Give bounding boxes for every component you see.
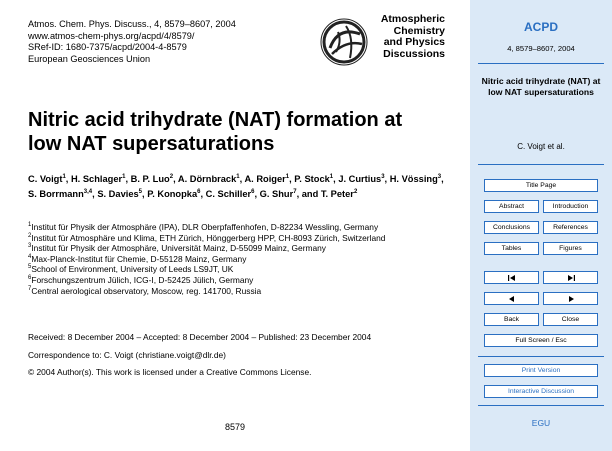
author-name: A. Roiger <box>244 174 286 184</box>
globe-logo-icon <box>320 18 368 66</box>
author-affiliation-mark: 3 <box>437 173 442 180</box>
received-dates: Received: 8 December 2004 – Accepted: 8 December 2004 – Published: 23 December 2004 <box>28 332 372 342</box>
author-name: P. Stock <box>294 174 330 184</box>
title-line: low NAT supersaturations <box>28 133 275 155</box>
figures-button[interactable]: Figures <box>543 242 598 255</box>
affiliation <box>28 254 448 265</box>
author-name: H. Schlager <box>70 174 123 184</box>
affiliation-text: Max-Planck-Institut für Chemie, D-55128 Mainz, Germany <box>31 253 247 264</box>
article-title <box>28 108 448 156</box>
journal-url[interactable]: www.atmos-chem-phys.org/acpd/4/8579/ <box>28 30 195 41</box>
egu-label: EGU <box>531 418 551 428</box>
author-name: H. Vössing <box>389 174 438 184</box>
affiliation <box>28 275 448 286</box>
author-affiliation-mark: 1 <box>329 173 334 180</box>
author-affiliation-mark: 1 <box>122 173 126 180</box>
affiliation-list <box>28 222 448 296</box>
abstract-button[interactable]: Abstract <box>484 200 539 213</box>
references-button[interactable]: References <box>543 221 598 234</box>
affiliation-text: Forschungszentrum Jülich, ICG-I, D-52425 Jülich, Germany <box>31 274 254 285</box>
page-number: 8579 <box>224 422 246 432</box>
journal-citation: Atmos. Chem. Phys. Discuss., 4, 8579–8607, 2004 <box>28 19 236 29</box>
previous-page-button[interactable] <box>484 292 539 305</box>
author-name: B. P. Luo <box>130 174 170 184</box>
affiliation <box>28 286 448 297</box>
author-name: T. Peter <box>320 188 354 199</box>
affiliation-number: 1 <box>28 222 32 229</box>
divider <box>478 405 604 406</box>
triangle-right-icon <box>568 296 574 302</box>
close-button[interactable]: Close <box>543 313 598 326</box>
author-affiliation-mark: 5 <box>138 188 143 195</box>
author-name: C. Voigt <box>28 174 63 184</box>
introduction-button[interactable]: Introduction <box>543 200 598 213</box>
skip-first-icon <box>507 275 517 281</box>
publisher-union: European Geosciences Union <box>28 53 151 64</box>
first-page-button[interactable] <box>484 271 539 284</box>
divider <box>478 356 604 357</box>
affiliation <box>28 222 448 233</box>
affiliation <box>28 233 448 244</box>
logo-line: Atmospheric <box>380 13 445 25</box>
divider <box>478 164 604 165</box>
author-affiliation-mark: 2 <box>169 173 174 180</box>
author-affiliation-mark: 7 <box>293 188 297 195</box>
sref-id: SRef-ID: 1680-7375/acpd/2004-4-8579 <box>28 42 187 52</box>
interactive-discussion-button[interactable]: Interactive Discussion <box>484 385 598 398</box>
author-name: S. Davies <box>97 188 139 199</box>
skip-last-icon <box>566 275 576 281</box>
sidebar-authors: C. Voigt et al. <box>517 142 565 151</box>
author-name: J. Curtius <box>338 174 382 184</box>
affiliation-number: 6 <box>28 275 32 282</box>
affiliation-text: Institut für Physik der Atmosphäre, Universität Mainz, D-55099 Mainz, Germany <box>31 243 326 254</box>
author-name: C. Schiller <box>205 188 252 199</box>
affiliation-text: Institut für Atmosphäre und Klima, ETH Zürich, Hönggerberg HPP, CH-8093 Zürich, Switzerland <box>31 232 386 243</box>
full-screen-button[interactable]: Full Screen / Esc <box>484 334 598 347</box>
author-affiliation-mark: 3,4 <box>83 188 93 195</box>
affiliation-text: Institut für Physik der Atmosphäre (IPA), DLR Oberpfaffenhofen, D-82234 Wessling, Germany <box>31 222 379 232</box>
author-name: G. Shur <box>259 188 294 199</box>
author-affiliation-mark: 3 <box>381 173 385 180</box>
author-affiliation-mark: 6 <box>251 188 255 195</box>
affiliation-text: Central aerological observatory, Moscow, reg. 141700, Russia <box>31 285 262 296</box>
affiliation-number: 3 <box>28 243 32 250</box>
author-affiliation-mark: 2 <box>353 188 358 195</box>
author-affiliation-mark: 1 <box>236 173 240 180</box>
logo-line: and Physics <box>383 36 445 48</box>
conclusions-button[interactable]: Conclusions <box>484 221 539 234</box>
sidebar-short-title: Nitric acid trihydrate (NAT) at low NAT supersaturations <box>481 76 601 97</box>
print-version-button[interactable]: Print Version <box>484 364 598 377</box>
affiliation-number: 2 <box>28 232 32 239</box>
affiliation <box>28 243 448 254</box>
title-page-button[interactable]: Title Page <box>484 179 598 192</box>
author-name: P. Konopka <box>147 188 198 199</box>
author-affiliation-mark: 6 <box>197 188 201 195</box>
author-name: S. Borrmann <box>28 188 84 199</box>
triangle-left-icon <box>509 296 515 302</box>
affiliation-number: 4 <box>28 253 32 260</box>
journal-logo <box>320 14 445 72</box>
author-list: C. Voigt$^1$, H. Schlager$^1$, B. P. Luo$^2$, A. Dörnbrack$^1$, A. Roiger$^1$, P. Stock$^1$, J. Curtius$^3$, H. Vössing$^3$, S. Borrmann$^{3,4}$, S. Davies$^5$, P. Konopka$^6$, C. Schiller$^6$, G. Shur$^7$, and T. Peter$^2$ <box>28 173 444 199</box>
author-affiliation-mark: 1 <box>62 173 66 180</box>
affiliation <box>28 264 448 275</box>
next-page-button[interactable] <box>543 292 598 305</box>
logo-line: Discussions <box>383 47 445 60</box>
logo-line: Chemistry <box>393 24 445 37</box>
sidebar <box>470 0 612 451</box>
copyright-notice: © 2004 Author(s). This work is licensed under a Creative Commons License. <box>28 367 312 377</box>
divider <box>478 63 604 64</box>
author-name: A. Dörnbrack <box>177 174 237 184</box>
affiliation-text: School of Environment, University of Leeds LS9JT, UK <box>31 264 234 275</box>
back-button[interactable]: Back <box>484 313 539 326</box>
author-affiliation-mark: 1 <box>285 173 290 180</box>
affiliation-number: 7 <box>28 285 32 292</box>
affiliation-number: 5 <box>28 264 32 271</box>
sidebar-journal-name: ACPD <box>523 20 558 34</box>
tables-button[interactable]: Tables <box>484 242 539 255</box>
title-line: Nitric acid trihydrate (NAT) formation at <box>28 109 403 131</box>
author-conjunction: and <box>301 188 319 199</box>
last-page-button[interactable] <box>543 271 598 284</box>
sidebar-volume: 4, 8579–8607, 2004 <box>507 44 575 53</box>
correspondence[interactable]: Correspondence to: C. Voigt (christiane.voigt@dlr.de) <box>28 350 226 360</box>
